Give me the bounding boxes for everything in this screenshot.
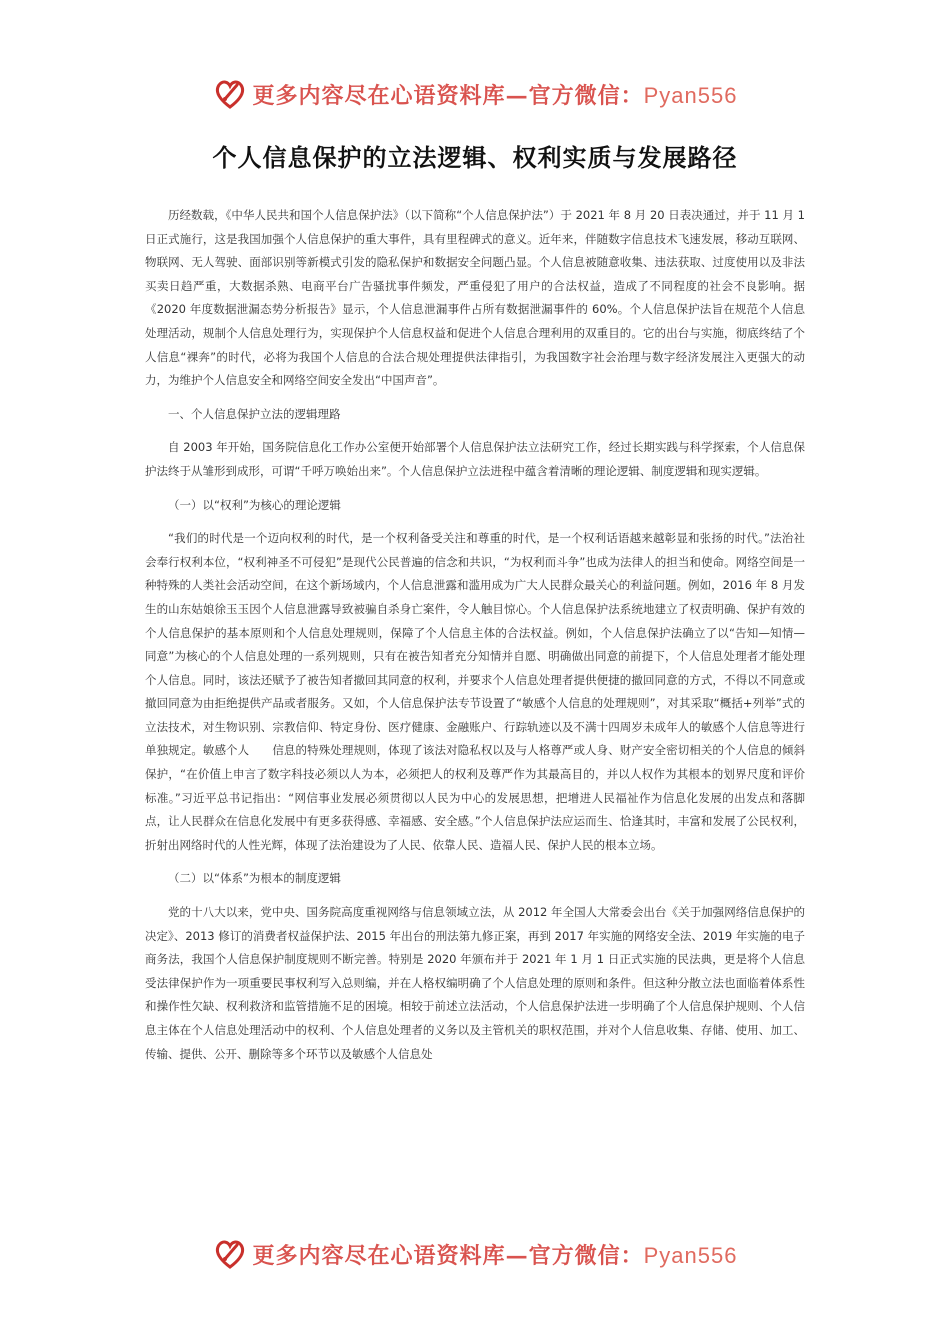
banner-dash: — <box>505 82 529 109</box>
banner-account: Pyan556 <box>643 1242 738 1268</box>
heart-pen-logo-icon <box>213 77 247 111</box>
banner-text <box>253 1239 738 1270</box>
document-body <box>145 204 805 1076</box>
intro-paragraph: 历经数载，《中华人民共和国个人信息保护法》（以下简称“个人信息保护法”）于 2021 年 8 月 20 日表决通过，并于 11 月 1 日正式施行，这是我国加强个人信息保护的重大事件，具有里程碑式的意义。近年来，伴随数字信息技术飞速发展，移动互联网、物联网、无人驾驶、面部识别等新模式引发的隐私保护和数据安全问题凸显。个人信息被随意收集、违法获取、过度使用以及非法买卖日趋严重，大数据杀熟、电商平台广告骚扰事件频发，严重侵犯了用户的合法权益，造成了不同程度的社会不良影响。据《2020 年度数据泄漏态势分析报告》显示，个人信息泄漏事件占所有数据泄漏事件的 60%。个人信息保护法旨在规范个人信息处理活动，规制个人信息处理行为，实现保护个人信息权益和促进个人信息合理利用的双重目的。它的出台与实施，彻底终结了个人信息“裸奔”的时代，必将为我国个人信息的合法合规处理提供法律指引，为我国数字社会治理与数字经济发展注入更强大的动力，为维护个人信息安全和网络空间安全发出“中国声音”。 <box>145 208 805 388</box>
subsection1-paragraph: “我们的时代是一个迈向权利的时代，是一个权利备受关注和尊重的时代，是一个权利话语越来越彰显和张扬的时代。”法治社会奉行权利本位，“权利神圣不可侵犯”是现代公民普遍的信念和共识，“为权利而斗争”也成为法律人的担当和使命。网络空间是一种特殊的人类社会活动空间，在这个新场域内，个人信息泄露和滥用成为广大人民群众最关心的利益问题。例如，2016 年 8 月发生的山东姑娘徐玉玉因个人信息泄露导致被骗自杀身亡案件，令人触目惊心。个人信息保护法系统地建立了权责明确、保护有效的个人信息保护的基本原则和个人信息处理规则，保障了个人信息主体的合法权益。例如，个人信息保护法确立了以“告知—知情—同意”为核心的个人信息处理的一系列规则，只有在被告知者充分知情并自愿、明确做出同意的前提下，个人信息处理者才能处理个人信息。同时，该法还赋予了被告知者撤回其同意的权利，并要求个人信息处理者提供便捷的撤回同意的方式，不得以不同意或撤回同意为由拒绝提供产品或者服务。又如，个人信息保护法专节设置了“敏感个人信息的处理规则”，对其采取“概括+列举”式的立法技术，对生物识别、宗教信仰、特定身份、医疗健康、金融账户、行踪轨迹以及不满十四周岁未成年人的敏感个人信息等进行单独规定。敏感个人 信息的特殊处理规则，体现了该法对隐私权以及与人格尊严或人身、财产安全密切相关的个人信息的倾斜保护，“在价值上申言了数字科技必须以人为本，必须把人的权利及尊严作为其最高目的，并以人权作为其根本的划界尺度和评价标准。”习近平总书记指出：“网信事业发展必须贯彻以人民为中心的发展思想，把增进人民福祉作为信息化发展的出发点和落脚点，让人民群众在信息化发展中有更多获得感、幸福感、安全感。”个人信息保护法应运而生、恰逢其时，丰富和发展了公民权利，折射出网络时代的人性光辉，体现了法治建设为了人民、依靠人民、造福人民、保护人民的根本立场。 <box>145 531 805 852</box>
subsection1-heading: （一）以“权利”为核心的理论逻辑 <box>168 497 341 512</box>
heart-pen-logo-icon <box>213 1237 247 1271</box>
section1-paragraph: 自 2003 年开始，国务院信息化工作办公室便开始部署个人信息保护法立法研究工作，经过长期实践与科学探索，个人信息保护法终于从雏形到成形，可谓“千呼万唤始出来”。个人信息保护立法进程中蕴含着清晰的理论逻辑、制度逻辑和现实逻辑。 <box>145 440 805 478</box>
document-title: 个人信息保护的立法逻辑、权利实质与发展路径 <box>212 144 738 172</box>
footer-banner <box>0 1234 950 1274</box>
banner-official-label: 官方微信： <box>528 82 644 109</box>
banner-dash: — <box>505 1242 529 1269</box>
banner-official-label: 官方微信： <box>528 1242 644 1269</box>
banner-brand: 更多内容尽在心语资料库 <box>252 82 506 109</box>
banner-account: Pyan556 <box>643 82 738 108</box>
header-banner <box>0 74 950 114</box>
subsection2-paragraph: 党的十八大以来，党中央、国务院高度重视网络与信息领域立法，从 2012 年全国人大常委会出台《关于加强网络信息保护的决定》、2013 修订的消费者权益保护法、2015 年出台的刑法第九修正案，再到 2017 年实施的网络安全法、2019 年实施的电子商务法，我国个人信息保护制度规则不断完善。特别是 2020 年颁布并于 2021 年 1 月 1 日正式实施的民法典，更是将个人信息受法律保护作为一项重要民事权利写入总则编，并在人格权编明确了个人信息处理的原则和条件。但这种分散立法也面临着体系性和操作性欠缺、权利救济和监管措施不足的困境。相较于前述立法活动，个人信息保护法进一步明确了个人信息保护规则、个人信息主体在个人信息处理活动中的权利、个人信息处理者的义务以及主管机关的职权范围，并对个人信息收集、存储、使用、加工、传输、提供、公开、删除等多个环节以及敏感个人信息处 <box>145 905 805 1061</box>
section1-heading: 一、个人信息保护立法的逻辑理路 <box>168 406 341 421</box>
banner-text <box>253 79 738 110</box>
subsection2-heading: （二）以“体系”为根本的制度逻辑 <box>168 871 341 886</box>
banner-brand: 更多内容尽在心语资料库 <box>252 1242 506 1269</box>
